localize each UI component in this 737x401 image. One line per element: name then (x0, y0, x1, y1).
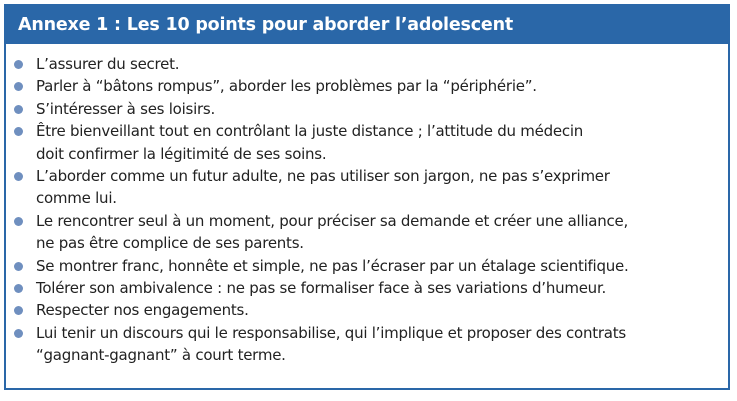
annexe-box (4, 4, 730, 390)
point-text: Tolérer son ambivalence : ne pas se formaliser face à ses variations d’humeur. (36, 279, 606, 298)
point-text: S’intéresser à ses loisirs. (36, 99, 216, 118)
point-text: Parler à “bâtons rompus”, aborder les problèmes par la “périphérie”. (36, 77, 537, 96)
list-item (6, 98, 728, 120)
annexe-header (6, 6, 728, 44)
list-item (6, 75, 728, 97)
bullet-icon (14, 306, 23, 315)
annexe-title: Annexe 1 : Les 10 points pour aborder l’adolescent (18, 15, 513, 35)
bullet-icon (14, 82, 23, 91)
bullet-icon (14, 262, 23, 271)
bullet-icon (14, 172, 23, 181)
point-text: L’aborder comme un futur adulte, ne pas utiliser son jargon, ne pas s’exprimer comme lui. (36, 167, 610, 208)
point-text: L’assurer du secret. (36, 55, 180, 73)
bullet-icon (14, 329, 23, 338)
list-item (6, 277, 728, 299)
bullet-icon (14, 105, 23, 114)
list-item (6, 120, 728, 165)
point-text: Lui tenir un discours qui le responsabilise, qui l’implique et proposer des contrats “gagnant-gagnant” à court terme. (36, 323, 626, 365)
list-item (6, 322, 728, 367)
list-item (6, 255, 728, 277)
list-item (6, 210, 728, 255)
bullet-icon (14, 60, 23, 69)
point-text: Respecter nos engagements. (36, 301, 249, 320)
bullet-icon (14, 217, 23, 226)
bullet-icon (14, 284, 23, 293)
point-text: Se montrer franc, honnête et simple, ne pas l’écraser par un étalage scientifique. (36, 256, 629, 275)
bullet-icon (14, 127, 23, 136)
list-item (6, 165, 728, 210)
point-text: Être bienveillant tout en contrôlant la juste distance ; l’attitude du médecin doit confirmer la légitimité de ses soins. (36, 122, 584, 163)
list-item (6, 299, 728, 321)
points-list (6, 44, 728, 367)
point-text: Le rencontrer seul à un moment, pour préciser sa demande et créer une alliance, ne pas être complice de ses parents. (36, 211, 628, 253)
list-item (6, 53, 728, 75)
